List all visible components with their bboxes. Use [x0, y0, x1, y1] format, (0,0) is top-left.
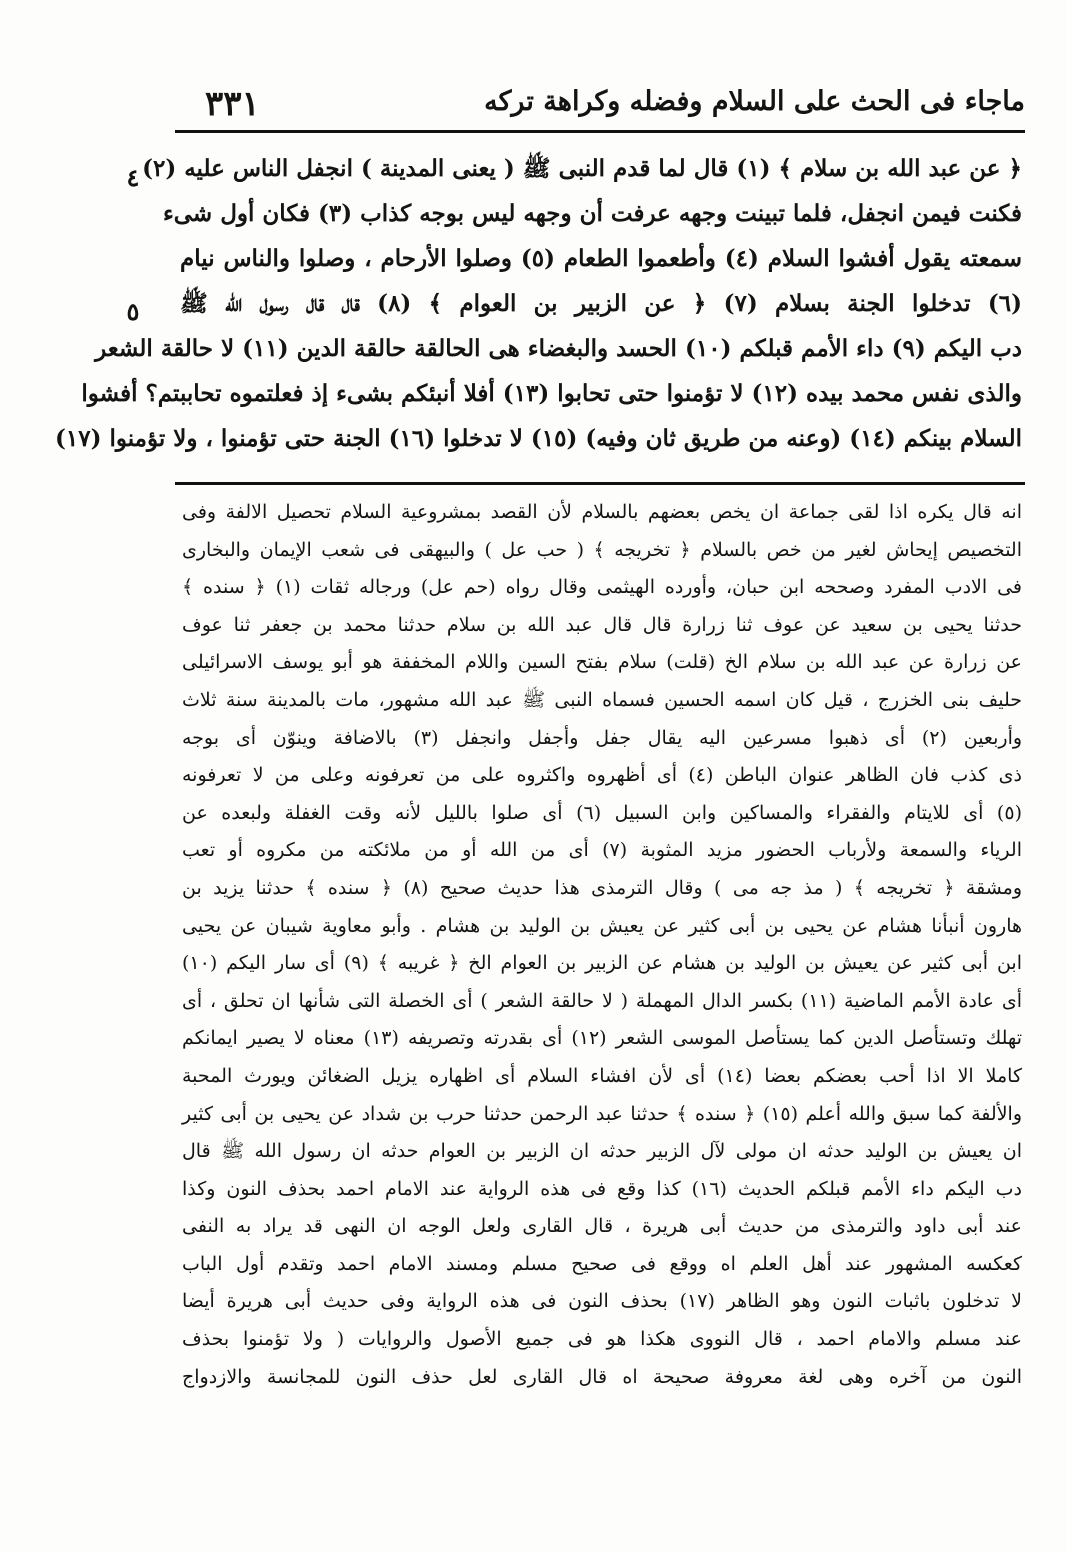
margin-number: ٥: [126, 297, 140, 326]
note-line: أى عادة الأمم الماضية (١١) بكسر الدال المهملة ( لا حالقة الشعر ) أى الخصلة التى شأنها ان تحلق ، أى: [182, 989, 1022, 1012]
note-line: عند أبى داود والترمذى من حديث أبى هريرة ، قال القارى ولعل الوجه ان النهى قد يراد به النفى: [182, 1215, 1022, 1238]
note-line: هارون أنبأنا هشام عن يحيى بن أبى كثير عن يعيش بن الوليد بن هشام . وأبو معاوية شيبان عن يحيى: [182, 914, 1022, 937]
header-rule: [175, 130, 1025, 133]
hadith-text: [54, 146, 1022, 461]
text-line: دب اليكم (٩) داء الأمم قبلكم (١٠) الحسد والبغضاء هى الحالقة حالقة الدين (١١) لا حالقة الشعر: [95, 335, 1022, 362]
note-line: وأربعين (٢) أى ذهبوا مسرعين اليه يقال جفل وأجفل وانجفل (٣) بالاضافة وينوّن أى بوجه: [182, 726, 1023, 749]
note-line: (٥) أى للايتام والفقراء والمساكين وابن السبيل (٦) أى صلوا بالليل لأنه وقت الغفلة ولبعده عن: [182, 801, 1022, 824]
note-line: التخصيص إيحاش لغير من خص بالسلام ﴿ تخريجه ﴾ ( حب عل ) والبيهقى فى شعب الإيمان والبخارى: [182, 538, 1022, 561]
note-line: دب اليكم داء الأمم قبلكم الحديث (١٦) كذا وقع فى هذه الرواية عند الامام احمد بحذف النون وكذا: [182, 1177, 1022, 1200]
note-line: ومشقة ﴿ تخريجه ﴾ ( مذ جه مى ) وقال الترمذى هذا حديث صحيح (٨) ﴿ سنده ﴾ حدثنا يزيد بن: [182, 876, 1022, 899]
note-line: كعكسه المشهور عند أهل العلم اه ووقع فى صحيح مسلم ومسند الامام احمد وتقدم أول الباب: [182, 1252, 1022, 1275]
note-line: انه قال يكره اذا لقى جماعة ان يخص بعضهم بالسلام لأن القصد بمشروعية السلام تحصيل الالفة وفى: [182, 501, 1022, 523]
text-line: والذى نفس محمد بيده (١٢) لا تؤمنوا حتى تحابوا (١٣) أفلا أنبئكم بشىء إذ فعلتموه تحاببتم؟ أفشوا: [81, 380, 1022, 407]
note-line: فى الادب المفرد وصححه ابن حبان، وأورده الهيثمى وقال رواه (حم عل) ورجاله ثقات (١) ﴿ سنده ﴾: [182, 576, 1022, 599]
text-line: فكنت فيمن انجفل، فلما تبينت وجهه عرفت أن وجهه ليس بوجه كذاب (٣) فكان أول شىء: [162, 200, 1022, 227]
margin-number: ٤: [126, 163, 140, 192]
note-line: حدثنا يحيى بن سعيد عن عوف ثنا زرارة قال قال عبد الله بن سلام حدثنا محمد بن جعفر ثنا عوف: [182, 613, 1022, 636]
note-line: حليف بنى الخزرج ، قيل كان اسمه الحسين فسماه النبى ﷺ عبد الله مشهور، مات بالمدينة سنة ثلاث: [182, 688, 1022, 711]
note-line: ذى كذب فان الظاهر عنوان الباطن (٤) أى أظهروه واكثروه على من تعرفونه وعلى من لا تعرفونه: [182, 764, 1022, 787]
text-line: السلام بينكم (١٤) (وعنه من طريق ثان وفيه) (١٥) لا تدخلوا (١٦) الجنة حتى تؤمنوا ، ولا تؤمنوا (١٧): [54, 425, 1022, 452]
commentary-notes: [182, 494, 1022, 1396]
note-line: لا تدخلون باثبات النون وهو الظاهر (١٧) بحذف النون فى هذه الرواية وفى حديث أبى هريرة أيضا: [182, 1290, 1022, 1313]
note-line: عن زرارة عن عبد الله بن سلام الخ (قلت) سلام بفتح السين واللام المخففة هو أبو يوسف الاسرائيلى: [182, 651, 1022, 674]
note-line: ان يعيش بن الوليد حدثه ان مولى لآل الزبير حدثه ان الزبير بن العوام حدثه ان رسول الله ﷺ قال: [182, 1140, 1022, 1163]
note-line: الرياء والسمعة ولأرباب الحضور مزيد المثوبة (٧) أى من الله أو من ملائكته من مكروه أو تعب: [182, 839, 1022, 862]
note-line: النون من آخره وهى لغة معروفة صحيحة اه قال القارى لعل حذف النون للمجانسة والازدواج: [182, 1365, 1022, 1388]
note-line: ابن أبى كثير عن يعيش بن الوليد بن هشام عن الزبير بن العوام الخ ﴿ غريبه ﴾ (٩) أى سار اليكم (١٠): [182, 952, 1022, 975]
text-line: (٦) تدخلوا الجنة بسلام (٧) ﴿ عن الزبير بن العوام ﴾ (٨) قال قال رسول الله ﷺ: [180, 290, 1022, 317]
running-title: ماجاء فى الحث على السلام وفضله وكراهة تركه: [484, 86, 1025, 117]
text-line: ﴿ عن عبد الله بن سلام ﴾ (١) قال لما قدم النبى ﷺ ( يعنى المدينة ) انجفل الناس عليه (٢): [142, 155, 1022, 182]
text-line: سمعته يقول أفشوا السلام (٤) وأطعموا الطعام (٥) وصلوا الأرحام ، وصلوا والناس نيام: [180, 245, 1022, 272]
note-line: تهلك وتستأصل الدين كما يستأصل الموسى الشعر (١٢) أى بقدرته وتصريفه (١٣) معناه لا يصير ايمانكم: [182, 1027, 1022, 1050]
page-number: ٣٣١: [205, 84, 260, 124]
footnote-divider: [175, 482, 1025, 485]
note-line: عند مسلم والامام احمد ، قال النووى هكذا هو فى جميع الأصول والروايات ( ولا تؤمنوا بحذف: [182, 1328, 1022, 1351]
note-line: كاملا الا اذا أحب بعضكم بعضا (١٤) أى لأن افشاء السلام أى اظهاره يزيل الضغائن ويورث المحبة: [182, 1064, 1022, 1087]
page-header: [175, 80, 1025, 128]
note-line: والألفة كما سبق والله أعلم (١٥) ﴿ سنده ﴾ حدثنا عبد الرحمن حدثنا حرب بن شداد عن يحيى بن أبى كثير: [182, 1102, 1022, 1125]
